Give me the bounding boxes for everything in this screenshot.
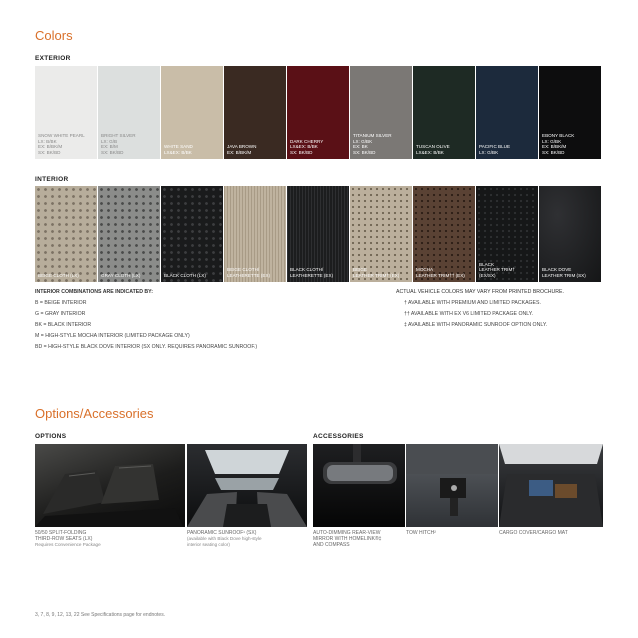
exterior-swatch-caption-line: LX&EX: B/BK bbox=[290, 144, 318, 150]
exterior-swatch-caption bbox=[479, 144, 536, 155]
options-label: OPTIONS bbox=[35, 433, 67, 440]
interior-label: INTERIOR bbox=[35, 176, 69, 183]
exterior-swatch-caption-line: DARK CHERRY bbox=[290, 138, 324, 144]
interior-combinations-heading: INTERIOR COMBINATIONS ARE INDICATED BY: bbox=[35, 289, 153, 295]
exterior-swatch-tuscan-olive bbox=[413, 66, 475, 159]
endnote-reference: 3, 7, 8, 9, 12, 13, 22 See Specifications page for endnotes. bbox=[35, 612, 166, 618]
combo-mocha: M = HIGH-STYLE MOCHA INTERIOR (LIMITED PACKAGE ONLY) bbox=[35, 333, 190, 339]
exterior-swatch-caption bbox=[164, 144, 221, 155]
color-disclaimer bbox=[396, 289, 564, 333]
interior-swatch-caption-line: BLACK bbox=[479, 261, 495, 267]
interior-swatch-gray-cloth bbox=[98, 186, 160, 282]
interior-swatch-row bbox=[35, 186, 601, 282]
exterior-swatch-white-sand bbox=[161, 66, 223, 159]
exterior-swatch-caption-line: LX&EX: B/BK bbox=[416, 149, 444, 155]
interior-swatch-caption-line: BLACK DOVE bbox=[542, 267, 572, 273]
exterior-swatch-row bbox=[35, 66, 601, 159]
exterior-swatch-caption-line: PACIFIC BLUE bbox=[479, 144, 511, 150]
auto-dimming-mirror-photo bbox=[313, 444, 405, 527]
exterior-swatch-caption-line: SX: BK/BD bbox=[101, 149, 124, 155]
interior-swatch-caption-line: BEIGE CLOTH/ bbox=[227, 267, 260, 273]
interior-swatch-caption bbox=[542, 267, 599, 278]
exterior-swatch-caption-line: TUSCAN OLIVE bbox=[416, 144, 450, 150]
exterior-swatch-dark-cherry bbox=[287, 66, 349, 159]
exterior-swatch-caption bbox=[101, 133, 158, 155]
combo-beige: B = BEIGE INTERIOR bbox=[35, 300, 87, 306]
split-folding-seats-photo bbox=[35, 444, 185, 527]
interior-swatch-black-dove-leather-trim bbox=[539, 186, 601, 282]
split-folding-seats-caption: 50/50 SPLIT-FOLDING THIRD-ROW SEATS (LX) Requires Convenience Package bbox=[35, 530, 101, 547]
exterior-swatch-caption-line: LX: G/BK bbox=[353, 138, 373, 144]
tow-hitch-photo bbox=[406, 444, 498, 527]
interior-swatch-mocha-leather-trim bbox=[413, 186, 475, 282]
exterior-swatch-caption-line: EX: B/BK/M bbox=[38, 144, 63, 150]
interior-swatch-black-cloth-leatherette bbox=[287, 186, 349, 282]
disclaimer-double-dagger: †† AVAILABLE WITH EX V6 LIMITED PACKAGE ONLY. bbox=[404, 311, 533, 317]
panoramic-sunroof-photo bbox=[187, 444, 307, 527]
interior-swatch-caption-line: LEATHERETTE (EX) bbox=[227, 272, 271, 278]
exterior-swatch-caption-line: BRIGHT SILVER bbox=[101, 133, 136, 139]
interior-swatch-caption bbox=[290, 267, 347, 278]
panoramic-sunroof-caption: PANORAMIC SUNROOF¹ (SX) (available with Black Dove high-style interior seating color) bbox=[187, 530, 262, 547]
exterior-swatch-caption bbox=[542, 133, 599, 155]
exterior-swatch-snow-white-pearl bbox=[35, 66, 97, 159]
exterior-swatch-caption bbox=[227, 144, 284, 155]
options-title: Options/Accessories bbox=[35, 406, 154, 421]
interior-swatch-caption-line: LEATHER TRIM (SX) bbox=[542, 272, 586, 278]
interior-swatch-beige-leather-trim bbox=[350, 186, 412, 282]
exterior-swatch-caption-line: EX: B/BK/M bbox=[227, 149, 252, 155]
exterior-label: EXTERIOR bbox=[35, 55, 71, 62]
exterior-swatch-caption-line: LX: B/BK bbox=[38, 138, 57, 144]
interior-swatch-beige-cloth-leatherette bbox=[224, 186, 286, 282]
exterior-swatch-caption-line: TITANIUM SILVER bbox=[353, 133, 392, 139]
cargo-cover-photo bbox=[499, 444, 603, 527]
interior-swatch-caption-line: BLACK CLOTH/ bbox=[290, 267, 324, 273]
exterior-swatch-caption-line: SX: BK/BD bbox=[542, 149, 565, 155]
exterior-swatch-caption bbox=[353, 133, 410, 155]
exterior-swatch-caption bbox=[38, 133, 95, 155]
exterior-swatch-bright-silver bbox=[98, 66, 160, 159]
combo-black-dove: BD = HIGH-STYLE BLACK DOVE INTERIOR (SX ONLY. REQUIRES PANORAMIC SUNROOF.) bbox=[35, 344, 258, 350]
exterior-swatch-caption-line: LX&EX: B/BK bbox=[164, 149, 192, 155]
interior-swatch-caption-line: LEATHER TRIM†† (EX) bbox=[416, 272, 465, 278]
exterior-swatch-pacific-blue bbox=[476, 66, 538, 159]
exterior-swatch-caption-line: SX: BK/BD bbox=[353, 149, 376, 155]
tow-hitch-caption: TOW HITCH² bbox=[406, 530, 436, 536]
interior-swatch-caption bbox=[164, 273, 221, 278]
exterior-swatch-caption-line: LX: G/BK bbox=[542, 138, 562, 144]
interior-combinations bbox=[35, 289, 257, 355]
disclaimer-heading: ACTUAL VEHICLE COLORS MAY VARY FROM PRINTED BROCHURE. bbox=[396, 289, 564, 295]
exterior-swatch-caption bbox=[290, 139, 347, 155]
exterior-swatch-caption bbox=[416, 144, 473, 155]
interior-swatch-caption bbox=[227, 267, 284, 278]
exterior-swatch-java-brown bbox=[224, 66, 286, 159]
disclaimer-sunroof: ‡ AVAILABLE WITH PANORAMIC SUNROOF OPTION ONLY. bbox=[404, 322, 548, 328]
interior-swatch-caption-line: LEATHER TRIM† bbox=[479, 267, 515, 273]
interior-swatch-caption-line: (EX/SX) bbox=[479, 272, 496, 278]
exterior-swatch-caption-line: EBONY BLACK bbox=[542, 133, 575, 139]
interior-swatch-caption bbox=[479, 262, 536, 278]
exterior-swatch-caption-line: SX: BK/BD bbox=[38, 149, 61, 155]
interior-swatch-black-leather-trim bbox=[476, 186, 538, 282]
accessories-label: ACCESSORIES bbox=[313, 433, 364, 440]
interior-swatch-caption bbox=[416, 267, 473, 278]
interior-swatch-caption-line: GRAY CLOTH (LX) bbox=[101, 272, 141, 278]
exterior-swatch-caption-line: SNOW WHITE PEARL bbox=[38, 133, 85, 139]
exterior-swatch-caption-line: SX: BK/BD bbox=[290, 149, 313, 155]
interior-swatch-beige-cloth bbox=[35, 186, 97, 282]
interior-swatch-caption-line: LEATHERETTE (EX) bbox=[290, 272, 334, 278]
exterior-swatch-caption-line: LX: G/B bbox=[101, 138, 118, 144]
auto-dimming-mirror-caption: AUTO-DIMMING REAR-VIEW MIRROR WITH HOMELINK®‡ AND COMPASS bbox=[313, 530, 382, 548]
combo-gray: G = GRAY INTERIOR bbox=[35, 311, 86, 317]
colors-title: Colors bbox=[35, 28, 73, 43]
exterior-swatch-caption-line: EX: BK bbox=[353, 144, 368, 150]
interior-swatch-caption bbox=[353, 267, 410, 278]
cargo-cover-caption: CARGO COVER/CARGO MAT bbox=[499, 530, 568, 536]
interior-swatch-caption bbox=[101, 273, 158, 278]
interior-swatch-black-cloth bbox=[161, 186, 223, 282]
interior-swatch-caption-line: MOCHA bbox=[416, 267, 434, 273]
interior-swatch-caption bbox=[38, 273, 95, 278]
combo-black: BK = BLACK INTERIOR bbox=[35, 322, 92, 328]
interior-swatch-caption-line: BLACK CLOTH (LX) bbox=[164, 272, 206, 278]
exterior-swatch-caption-line: LX: G/BK bbox=[479, 149, 499, 155]
exterior-swatch-caption-line: EX: B/BK/M bbox=[542, 144, 567, 150]
exterior-swatch-caption-line: WHITE SAND bbox=[164, 144, 193, 150]
disclaimer-dagger: † AVAILABLE WITH PREMIUM AND LIMITED PACKAGES. bbox=[404, 300, 541, 306]
exterior-swatch-caption-line: EX: B/M bbox=[101, 144, 118, 150]
exterior-swatch-titanium-silver bbox=[350, 66, 412, 159]
interior-swatch-caption-line: BEIGE CLOTH (LX) bbox=[38, 272, 79, 278]
interior-swatch-caption-line: LEATHER TRIM† (EX) bbox=[353, 272, 400, 278]
exterior-swatch-ebony-black bbox=[539, 66, 601, 159]
interior-swatch-caption-line: BEIGE bbox=[353, 267, 368, 273]
exterior-swatch-caption-line: JAVA BROWN bbox=[227, 144, 257, 150]
